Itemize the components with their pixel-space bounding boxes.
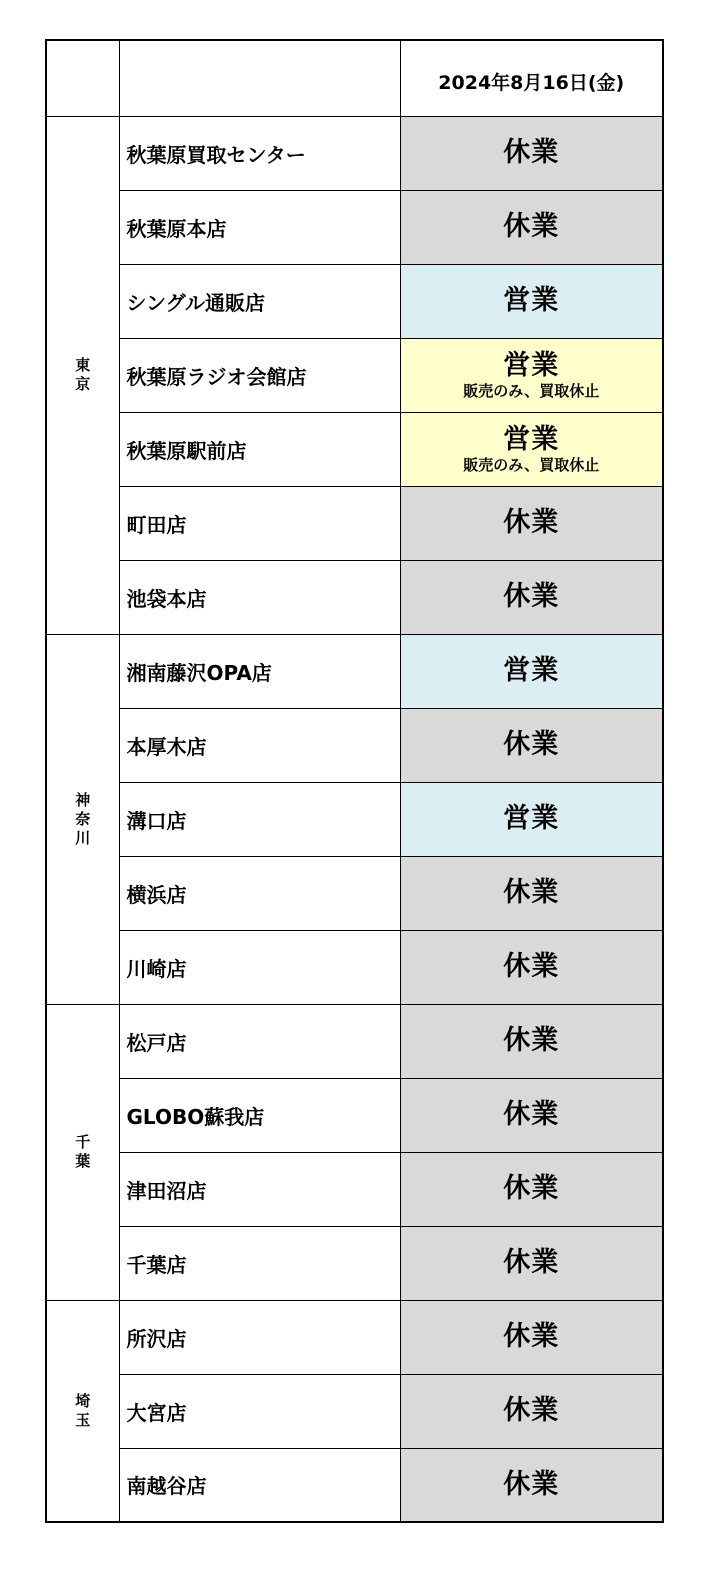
status-cell	[400, 1004, 663, 1078]
store-name: 秋葉原駅前店	[119, 412, 400, 486]
store-name: 湘南藤沢OPA店	[119, 634, 400, 708]
header-date: 2024年8月16日(金)	[400, 40, 663, 116]
store-name: 大宮店	[119, 1374, 400, 1448]
status-note: 販売のみ、買取休止	[463, 382, 600, 400]
store-name: GLOBO蘇我店	[119, 1078, 400, 1152]
status-label: 休業	[503, 1468, 560, 1500]
header-row	[46, 40, 663, 116]
table-row	[46, 560, 663, 634]
table-row	[46, 708, 663, 782]
header-region-cell	[46, 40, 119, 116]
store-name: 秋葉原買取センター	[119, 116, 400, 190]
table-row	[46, 782, 663, 856]
table-row	[46, 1004, 663, 1078]
store-name: 本厚木店	[119, 708, 400, 782]
status-label: 休業	[503, 877, 560, 908]
status-cell	[400, 708, 663, 782]
region-name: 東京	[75, 356, 91, 393]
store-name: 溝口店	[119, 782, 400, 856]
status-label: 休業	[503, 211, 560, 242]
status-label: 休業	[503, 1173, 560, 1204]
status-label: 休業	[503, 137, 560, 168]
region-name: 埼玉	[75, 1391, 91, 1429]
status-cell	[400, 264, 663, 338]
table-body	[46, 40, 663, 1522]
table-row	[46, 486, 663, 560]
status-label: 休業	[503, 581, 560, 612]
store-schedule-table	[45, 39, 664, 1523]
status-cell	[400, 486, 663, 560]
status-cell	[400, 782, 663, 856]
status-label: 休業	[503, 729, 560, 760]
status-label: 営業	[503, 655, 560, 686]
status-cell	[400, 560, 663, 634]
status-cell	[400, 1300, 663, 1374]
store-name: 津田沼店	[119, 1152, 400, 1226]
table-row	[46, 1300, 663, 1374]
table-row	[46, 1448, 663, 1522]
region-label	[46, 116, 119, 634]
store-name: 町田店	[119, 486, 400, 560]
status-cell	[400, 930, 663, 1004]
header-store-cell	[119, 40, 400, 116]
status-label: 営業	[503, 350, 560, 381]
store-name: 所沢店	[119, 1300, 400, 1374]
table-row	[46, 930, 663, 1004]
status-cell	[400, 338, 663, 412]
status-cell	[400, 634, 663, 708]
store-name: 秋葉原ラジオ会館店	[119, 338, 400, 412]
region-name: 千葉	[75, 1133, 91, 1170]
status-label: 休業	[503, 1321, 560, 1352]
status-cell	[400, 1152, 663, 1226]
status-cell	[400, 116, 663, 190]
table-row	[46, 634, 663, 708]
status-cell	[400, 1374, 663, 1448]
table-row	[46, 190, 663, 264]
status-label: 休業	[503, 1247, 560, 1278]
status-cell	[400, 412, 663, 486]
status-label: 休業	[503, 1099, 560, 1130]
status-cell	[400, 1226, 663, 1300]
status-label: 営業	[503, 803, 560, 834]
status-note: 販売のみ、買取休止	[463, 456, 600, 474]
status-cell	[400, 856, 663, 930]
status-cell	[400, 190, 663, 264]
table-row	[46, 1226, 663, 1300]
status-cell	[400, 1078, 663, 1152]
status-label: 休業	[503, 951, 560, 982]
store-name: 松戸店	[119, 1004, 400, 1078]
table-row	[46, 338, 663, 412]
table-row	[46, 1374, 663, 1448]
status-label: 営業	[503, 424, 560, 455]
table-row	[46, 856, 663, 930]
region-name: 神奈川	[75, 790, 91, 847]
table-row	[46, 116, 663, 190]
table-row	[46, 1152, 663, 1226]
store-name: 川崎店	[119, 930, 400, 1004]
status-label: 休業	[503, 507, 560, 538]
status-label: 休業	[503, 1395, 560, 1426]
store-name: 千葉店	[119, 1226, 400, 1300]
table-row	[46, 412, 663, 486]
region-label	[46, 1004, 119, 1300]
status-label: 営業	[503, 285, 560, 316]
store-name: 南越谷店	[119, 1448, 400, 1522]
store-name: 池袋本店	[119, 560, 400, 634]
store-name: 秋葉原本店	[119, 190, 400, 264]
region-label	[46, 634, 119, 1004]
status-cell	[400, 1448, 663, 1522]
table-row	[46, 264, 663, 338]
store-name: シングル通販店	[119, 264, 400, 338]
status-label: 休業	[503, 1025, 560, 1056]
region-label	[46, 1300, 119, 1522]
table-row	[46, 1078, 663, 1152]
store-name: 横浜店	[119, 856, 400, 930]
